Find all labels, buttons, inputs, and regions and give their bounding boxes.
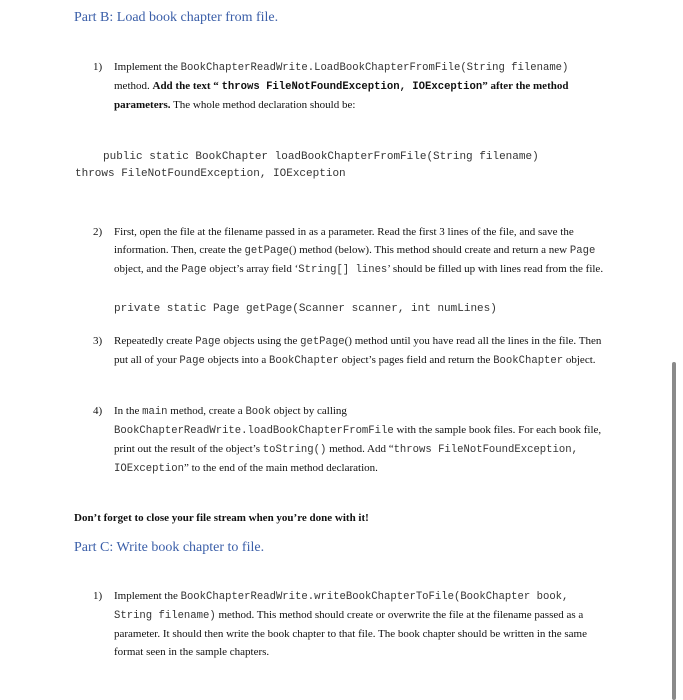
part-b-item-1 <box>93 58 605 114</box>
text: objects using the <box>220 335 301 347</box>
text: object’s pages field and return the <box>338 354 494 366</box>
code-inline: getPage <box>300 336 345 348</box>
part-c-heading: Part C: Write book chapter to file. <box>74 540 265 555</box>
part-b-item-2 <box>93 223 605 279</box>
text: method. This method should create or overwrite the file at the filename passed as a parameter. It should then write the book chapter to that file. The book chapter should be written in the same format seen in the sample chapters. <box>114 609 587 658</box>
text: object by calling <box>270 405 347 417</box>
part-b-heading: Part B: Load book chapter from file. <box>74 10 279 25</box>
code-inline: getPage <box>244 245 290 257</box>
code-inline: BookChapter <box>493 355 564 367</box>
text: method. <box>114 80 153 92</box>
list-number: 1) <box>93 61 103 73</box>
code-inline: Book <box>245 406 271 418</box>
code-inline: BookChapter <box>268 355 339 367</box>
part-c-item-1 <box>93 587 605 661</box>
text: object. <box>563 354 596 366</box>
list-number: 1) <box>93 590 103 602</box>
code-inline: String[] lines <box>298 264 388 276</box>
vertical-scrollbar[interactable] <box>672 362 676 700</box>
code-inline: Page <box>179 355 205 367</box>
text: () method until you have read all the lines in the file. Then put all of your <box>114 335 602 366</box>
text: object’s array field ‘ <box>206 263 299 275</box>
text: ” to the end of the main method declaration. <box>183 462 378 474</box>
code-inline: toString() <box>262 444 327 456</box>
code-inline: main <box>142 406 168 418</box>
list-number: 4) <box>93 405 103 417</box>
code-inline: Page <box>569 245 596 257</box>
code-bold: throws FileNotFoundException, IOException <box>221 81 483 93</box>
code-inline: throws FileNotFoundException, IOException <box>114 444 578 475</box>
text: The whole method declaration should be: <box>170 99 356 111</box>
list-number: 3) <box>93 335 103 347</box>
text: objects into a <box>204 354 269 366</box>
list-number: 2) <box>93 226 103 238</box>
text: object, and the <box>114 263 182 275</box>
bold-text: ” after the method parameters. <box>114 80 569 111</box>
code-inline: BookChapterReadWrite.writeBookChapterToFile(BookChapter book, String filename) <box>114 591 569 622</box>
close-stream-note: Don’t forget to close your file stream when you’re done with it! <box>74 512 369 524</box>
text: Repeatedly create <box>114 335 196 347</box>
part-b-item-4 <box>93 402 605 478</box>
code-inline: Page <box>195 336 221 348</box>
text: method. Add “ <box>326 443 394 455</box>
declaration-line-2: throws FileNotFoundException, IOException <box>75 168 346 180</box>
text: method, create a <box>167 405 246 417</box>
text: ’ should be filled up with lines read from the file. <box>387 263 604 275</box>
code-inline: Page <box>181 264 207 276</box>
text: Implement the <box>114 590 181 602</box>
code-inline: BookChapterReadWrite.LoadBookChapterFromFile(String filename) <box>180 62 569 74</box>
text: with the sample book files. For each book file, print out the result of the object’s <box>114 424 602 455</box>
bold-text: Add the text “ <box>152 80 222 92</box>
text: First, open the file at the filename passed in as a parameter. Read the first 3 lines of the file, and save the information. Then, create the <box>114 226 574 256</box>
declaration-line-1: public static BookChapter loadBookChapterFromFile(String filename) <box>103 151 539 163</box>
text: In the <box>114 405 143 417</box>
code-inline: BookChapterReadWrite.loadBookChapterFromFile <box>114 425 394 437</box>
get-page-signature: private static Page getPage(Scanner scanner, int numLines) <box>114 303 497 315</box>
part-b-item-3 <box>93 332 605 370</box>
text: Implement the <box>114 61 181 73</box>
text: () method (below). This method should create and return a new <box>289 244 570 256</box>
